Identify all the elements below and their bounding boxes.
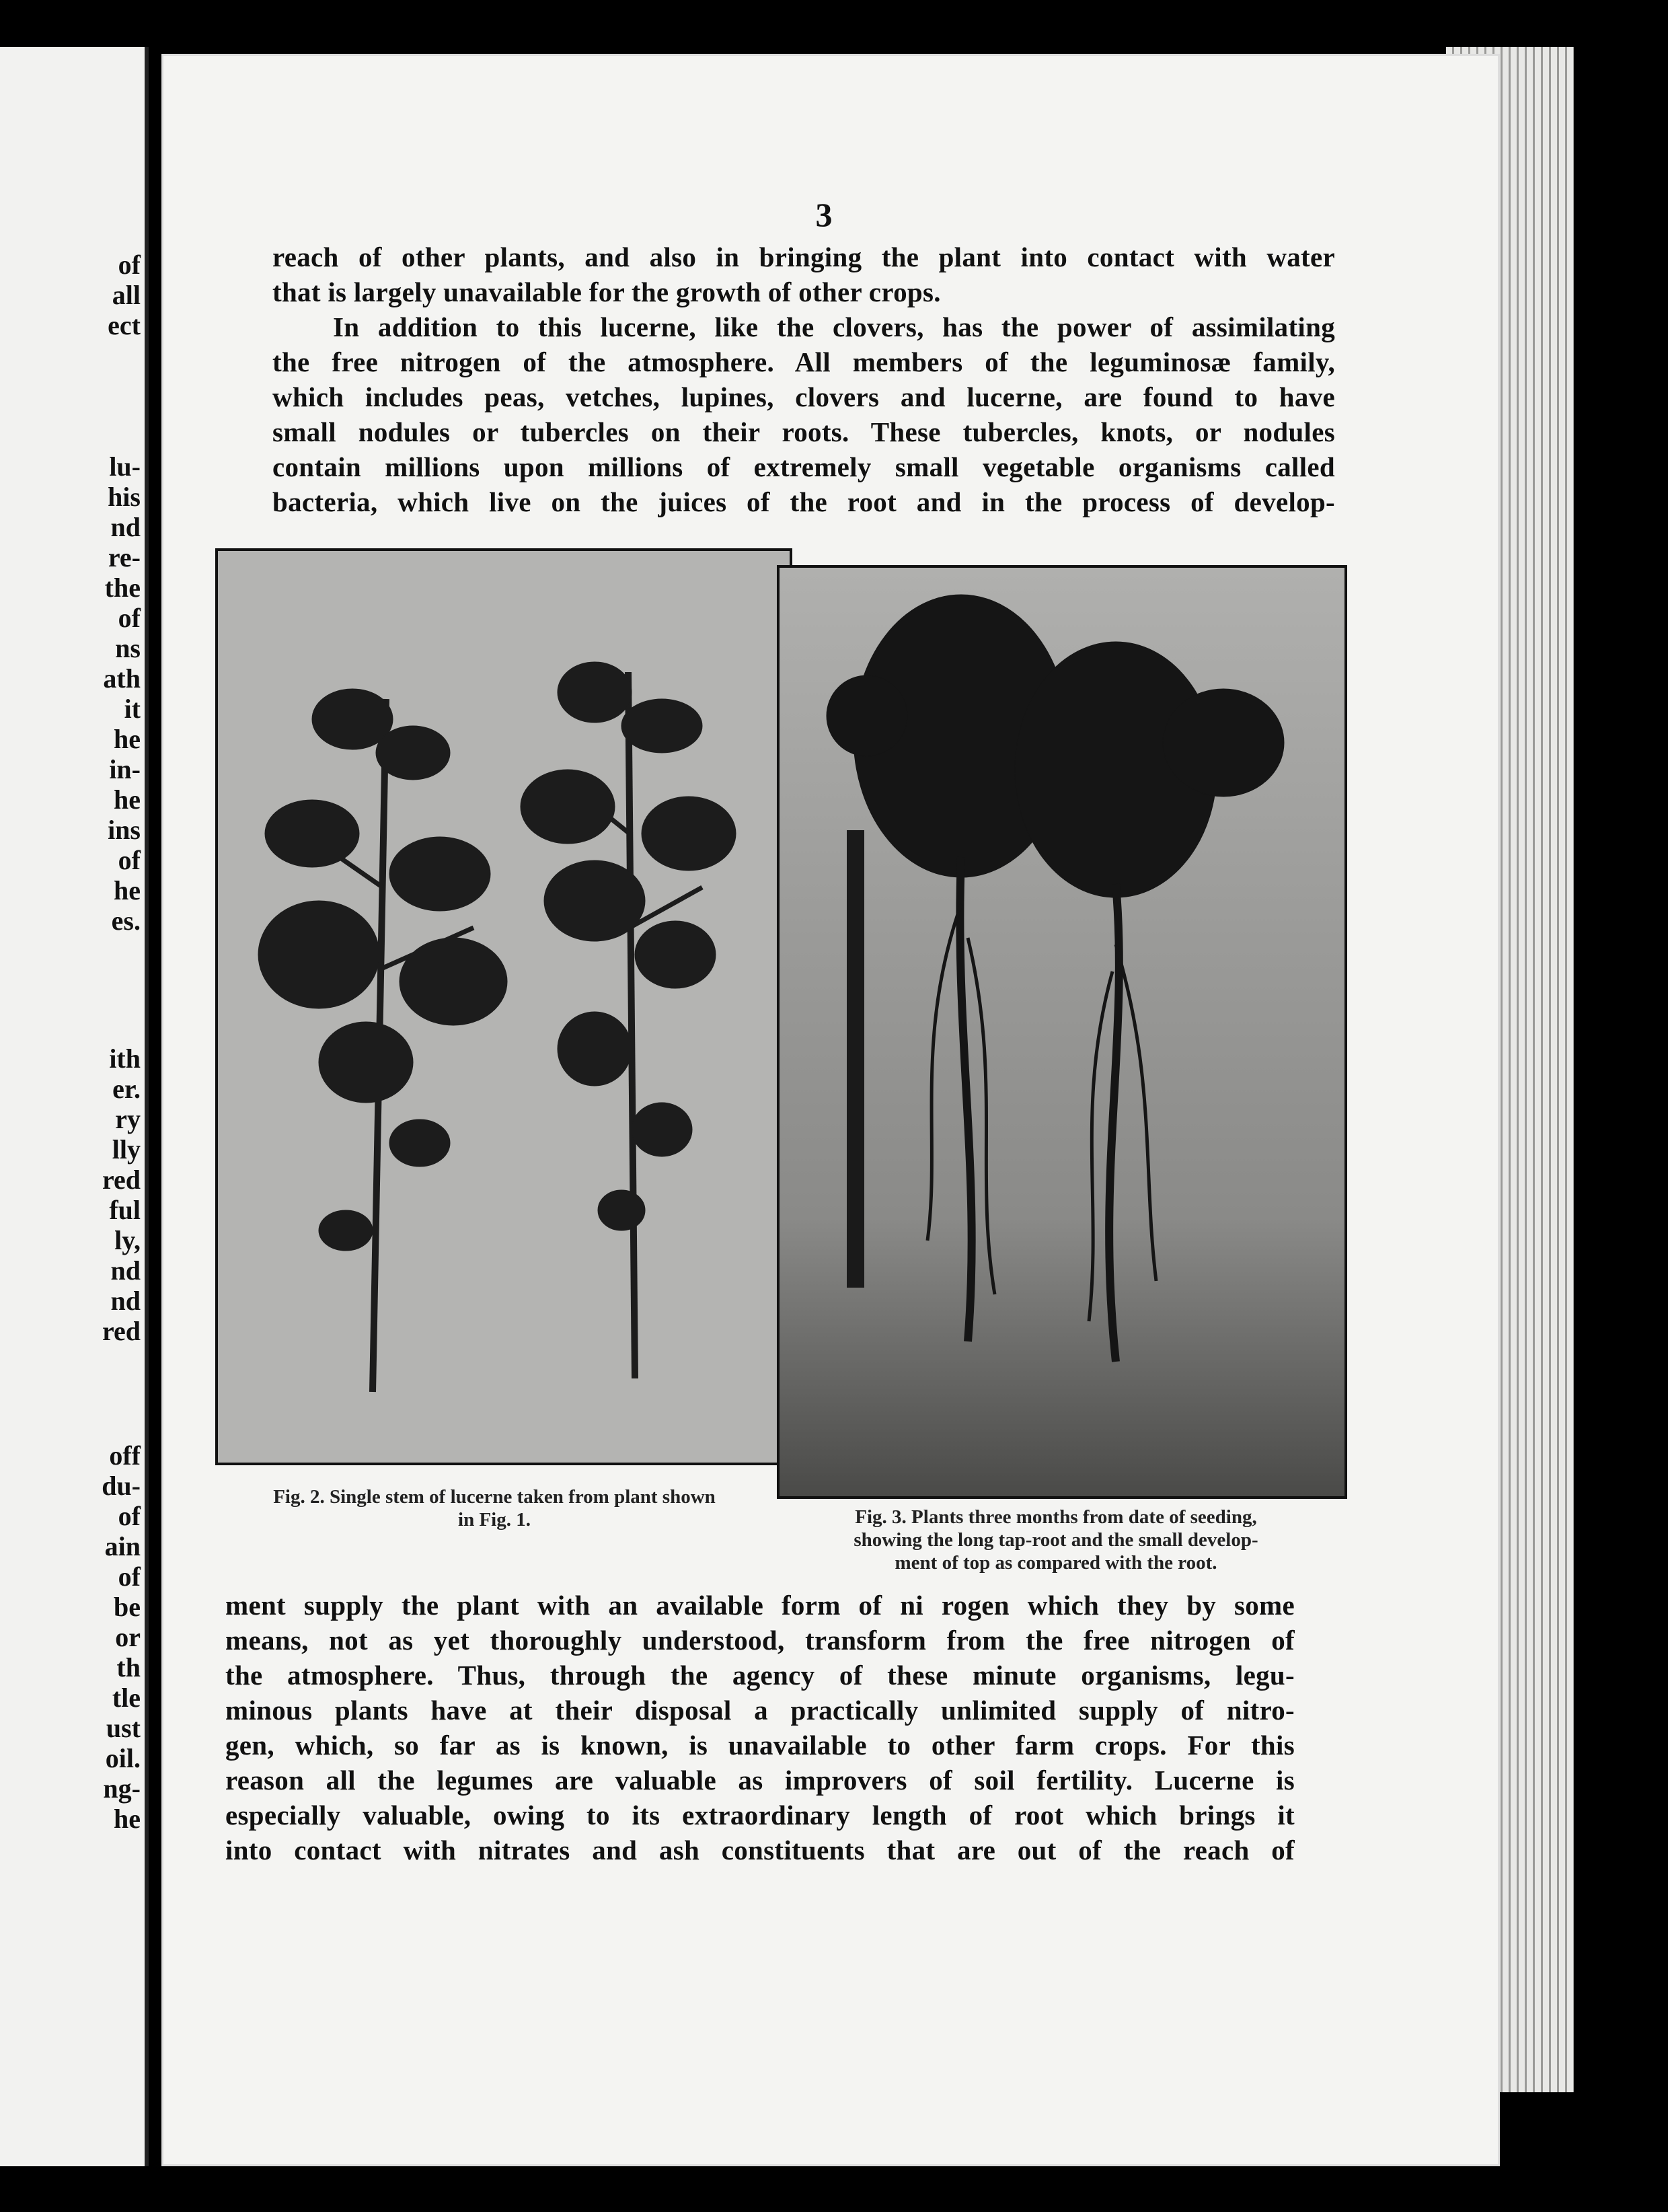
- left-page-fragment: ins: [108, 815, 141, 845]
- figure-3-photo: [777, 565, 1347, 1499]
- left-page-fragment: es.: [111, 906, 141, 936]
- left-page-fragment: ly,: [114, 1225, 141, 1255]
- caption-line: Fig. 3. Plants three months from date of seeding,: [855, 1506, 1257, 1528]
- left-page-fragment: ful: [109, 1195, 141, 1225]
- left-page-fragment: ath: [103, 663, 141, 694]
- figure-2-caption: [202, 1485, 787, 1531]
- left-page-fragment: th: [116, 1652, 141, 1683]
- top_paragraph-line: the free nitrogen of the atmosphere. All members of the leguminosæ family,: [272, 346, 1335, 377]
- left-page-fragment: he: [114, 875, 141, 906]
- left-page-fragment: re-: [108, 542, 141, 573]
- top_paragraph-line: contain millions upon millions of extremely small vegetable organisms called: [272, 451, 1335, 482]
- caption-line: Fig. 2. Single stem of lucerne taken from plant shown: [273, 1486, 716, 1508]
- bottom_paragraph-line: especially valuable, owing to its extraordinary length of root which brings it: [225, 1800, 1295, 1831]
- left-page-fragment: nd: [110, 1286, 141, 1316]
- left-page-fragment: nd: [110, 1255, 141, 1286]
- left-page-fragment: tle: [112, 1683, 141, 1713]
- left-page-fragment: he: [114, 784, 141, 815]
- top_paragraph-line: small nodules or tubercles on their roots. These tubercles, knots, or nodules: [272, 416, 1335, 447]
- top_paragraph-line: which includes peas, vetches, lupines, clovers and lucerne, are found to have: [272, 381, 1335, 412]
- left-page-fragment: ain: [104, 1531, 141, 1561]
- page-number: 3: [815, 196, 833, 233]
- left-page-fragment: lu-: [109, 451, 141, 482]
- left-page-fragment: ry: [115, 1104, 141, 1134]
- left-page-fragment: oil.: [105, 1743, 141, 1773]
- bottom_paragraph-line: gen, which, so far as is known, is unavailable to other farm crops. For this: [225, 1730, 1295, 1761]
- left-page-fragment: of: [118, 845, 141, 875]
- left-page-fragment: of: [118, 1561, 141, 1592]
- left-page-fragment: or: [115, 1622, 141, 1652]
- left-page-fragment: of: [118, 603, 141, 633]
- lucerne-plants-roots-illustration: [780, 568, 1344, 1496]
- left-page-edge: [0, 47, 149, 2166]
- bottom_paragraph-line: reason all the legumes are valuable as improvers of soil fertility. Lucerne is: [225, 1765, 1295, 1796]
- left-page-fragment: of: [118, 250, 141, 280]
- left-page-fragment: lly: [112, 1134, 141, 1165]
- left-page-fragment: nd: [110, 512, 141, 542]
- caption-line: ment of top as compared with the root.: [895, 1552, 1217, 1574]
- left-page-fragment: in-: [109, 754, 141, 784]
- left-page-fragment: be: [114, 1592, 141, 1622]
- left-page-fragment: du-: [102, 1471, 141, 1501]
- left-page-fragment: ect: [108, 310, 141, 340]
- left-page-fragment: ng-: [103, 1773, 141, 1804]
- top_paragraph-line: reach of other plants, and also in bringing the plant into contact with water: [272, 242, 1335, 272]
- bottom_paragraph-line: ment supply the plant with an available form of ni rogen which they by some: [225, 1590, 1295, 1621]
- top_paragraph-line: bacteria, which live on the juices of the root and in the process of develop-: [272, 486, 1335, 517]
- figure-2-photo: [215, 548, 792, 1465]
- bottom_paragraph-line: minous plants have at their disposal a practically unlimited supply of nitro-: [225, 1695, 1295, 1726]
- figure-3-caption: [773, 1506, 1338, 1574]
- left-page-fragment: of: [118, 1501, 141, 1531]
- top_paragraph-line: In addition to this lucerne, like the clovers, has the power of assimilating: [333, 311, 1335, 342]
- bottom_paragraph-line: means, not as yet thoroughly understood, transform from the free nitrogen of: [225, 1625, 1295, 1656]
- left-page-fragment: it: [124, 694, 141, 724]
- left-page-fragment: red: [102, 1316, 141, 1346]
- caption-line: showing the long tap-root and the small develop-: [854, 1529, 1258, 1551]
- top_paragraph-line: that is largely unavailable for the growth of other crops.: [272, 276, 941, 307]
- lucerne-stem-illustration: [218, 551, 790, 1463]
- left-page-fragment: off: [109, 1440, 141, 1471]
- left-page-fragment: ust: [106, 1713, 141, 1743]
- left-page-fragment: his: [108, 482, 141, 512]
- left-page-fragment: he: [114, 724, 141, 754]
- left-page-fragment: the: [104, 573, 141, 603]
- left-page-fragment: all: [112, 280, 141, 310]
- bottom_paragraph-line: into contact with nitrates and ash constituents that are out of the reach of: [225, 1835, 1295, 1866]
- left-page-fragment: er.: [112, 1074, 141, 1104]
- bottom_paragraph-line: the atmosphere. Thus, through the agency of these minute organisms, legu-: [225, 1660, 1295, 1691]
- left-page-fragment: ns: [115, 633, 141, 663]
- caption-line: in Fig. 1.: [458, 1509, 531, 1531]
- left-page-fragment: ith: [109, 1043, 141, 1074]
- left-page-fragment: red: [102, 1165, 141, 1195]
- left-page-fragment: he: [114, 1804, 141, 1834]
